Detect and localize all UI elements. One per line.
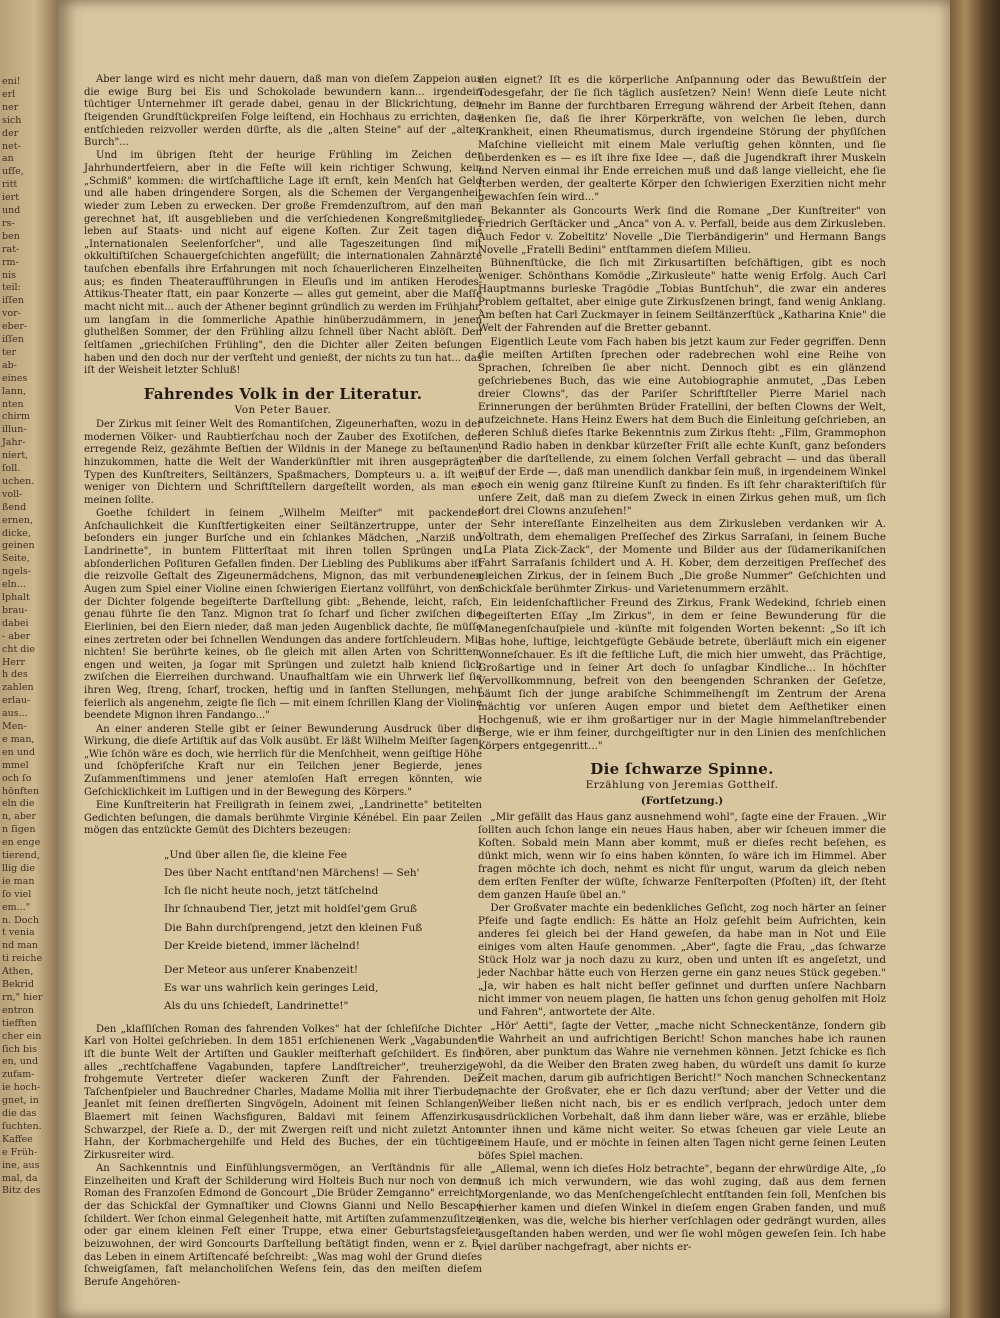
paragraph: Den „klaſſiſchen Roman des fahrenden Volkes" hat der ſchleſiſche Dichter Karl von Holtei geſchrieben. In dem 1851 erſchienenen Werk „Vagabunden" iſt die bunte Welt der Artiſten und Gaukler meiſterhaft geſchildert. Es ſind alles „rechtſchaffene Vagabunden, tapfere Landſtreicher", treuherzige, frohgemute Vertreter dieſer wackeren Zunft der Fahrenden. Der Taſchenſpieler und Bauchredner Charles, Madame Mollia mit ihrer Tierbude, Jeanlet mit ſeinen dreſſierten Singvögeln, Adoinent mit ſeinen Schlangen, Blaemert mit ſeinen Wachsfiguren, Baldavi mit ſeinem Affenzirkus, Schwarzpel, der Rieſe a. D., der mit Zwergen reiſt und nicht zuletzt Anton Hahn, der Korbmachergehilfe und Held des Buches, der ein tüchtiger Zirkusreiter wird. (84, 1023, 482, 1162)
poem-line: Der Meteor aus unſerer Knabenzeit! (164, 964, 359, 977)
poem-line: Es war uns wahrlich kein geringes Leid, (164, 982, 379, 995)
previous-page-fragment: nd man (2, 940, 39, 952)
poem-line: Der Kreide bietend, immer lächelnd! (164, 939, 360, 952)
article-body-continued-right (478, 74, 886, 753)
previous-page-fragment: an (2, 153, 14, 165)
previous-page-fragment: voll- (2, 488, 23, 500)
previous-page-fragment: Athen, (2, 966, 34, 978)
left-column (84, 74, 482, 1290)
previous-page-fragment: Kaffee (2, 1133, 33, 1145)
previous-page-fragment: rat- (2, 243, 20, 255)
paragraph: Goethe ſchildert in ſeinem „Wilhelm Meiſter" mit packender Anſchaulichkeit die Kunſtfertigkeiten einer Seiltänzertruppe, unter der beſonders ein junger Burſche und ein ſchlankes Mädchen, „Narziß und Landrinette", in buntem Flitterſtaat mit ihren tollen Sprüngen und abſonderlichen Poſituren Gefallen finden. Der Liebling des Publikums aber iſt die reizvolle Geſtalt des Zigeunermädchens, Mignon, das mit verbundenen Augen zum Spiel einer Violine einen ſchwierigen Eiertanz vollführt, von dem der Dichter folgende begeiſterte Darſtellung gibt: „Behende, leicht, raſch, genau führte ſie den Tanz. Mignon trat ſo ſcharf und ſicher zwiſchen die Eierlinien, bei den Eiern nieder, daß man jeden Augenblick dachte, ſie müſſe eines zertreten oder bei ſchnellen Wendungen das andere fortſchleudern. Mit nichten! Sie berührte keines, ob ſie gleich mit allen Arten von Schritten, engen und weiten, ja ſogar mit Sprüngen und zuletzt halb kniend ſich zwiſchen die Eierreihen durchwand. Unaufhaltſam wie ein Uhrwerk lief ſie ihren Weg, ſtreng, ſcharf, trocken, heftig und in ſanften Stellungen, mehr feierlich als angenehm, zeigte ſie ſich — mit einem ſchrillen Klang der Violine beendete Mignon ihren Fandango..." (84, 508, 482, 722)
paragraph: Der Zirkus mit ſeiner Welt des Romantiſchen, Zigeunerhaften, wozu in der modernen Völker- und Raubtierſchau noch der Zauber des Exotiſchen, der erregende Reiz, gezähmte Beſtien der Wildnis in der Manege zu beſtaunen, hinzukommen, hatte die Welt der Wanderkünſtler mit ihren ausgeprägten Typen des Kunſtreiters, Seiltänzers, Spaßmachers, Dompteurs u. a. iſt weit weniger von Dichtern und Schriftſtellern dargeſtellt worden, als man es meinen ſollte. (84, 419, 482, 506)
previous-page-fragment: erlau- (2, 695, 31, 707)
story-byline: Erzählung von Jeremias Gotthelf. (585, 778, 779, 791)
paragraph: Eine Kunſtreiterin hat Freiligrath in ſeinem zwei, „Landrinette" betitelten Gedichten beſungen, die damals berühmte Virginie Kénébel. Ein paar Zeilen mögen das entzückte Gemüt des Dichters bezeugen: (84, 799, 482, 837)
previous-page-fragment: ritt (2, 179, 18, 191)
previous-page-fragment: ter (2, 346, 16, 358)
previous-page-fragment: ſoll. (2, 463, 21, 474)
previous-page-fragment: iſſen (2, 295, 24, 307)
previous-page-fragment: och ſo (2, 772, 32, 784)
previous-page-fragment: vor- (2, 308, 21, 320)
previous-page-fragment: eln die (2, 798, 35, 810)
previous-page-fragment: em..." (2, 901, 31, 913)
previous-page-fragment: eni! (2, 76, 21, 87)
intro-text (84, 74, 482, 378)
previous-page-fragment: eber- (2, 321, 28, 333)
previous-page-fragment: iſſen (2, 334, 24, 345)
previous-page-fragment: ſuchten. (2, 1120, 42, 1132)
paragraph: Der Großvater machte ein bedenkliches Geſicht, zog noch härter an ſeiner Pfeife und ſagte endlich: Es hätte an Holz geſehlt beim Aufrichten, kein anderes ſei gleich bei der Hand geweſen, da habe man in Not und Eile einiges vom alten Hauſe genommen. „Aber", ſagte die Frau, „das ſchwarze Stück Holz war ja noch dazu zu kurz, oben und unten iſt es angeſetzt, und jeder Nachbar hätte euch von Herzen gerne ein ganz neues Stück gegeben." „Ja, wir haben es halt nicht beſſer geſinnet und durften unſere Nachbarn nicht immer von neuem plagen, ſie hatten uns ſchon genug geholfen mit Holz und Fahren", antwortete der Alte. (478, 902, 886, 1018)
previous-page-fragment: dabei (2, 617, 29, 629)
previous-page-fragment: zufam- (2, 1069, 35, 1081)
previous-page-fragment: ie man (2, 875, 35, 887)
previous-page-fragment: mmel (2, 759, 29, 771)
story-continuation-note: (Fortſetzung.) (640, 794, 724, 807)
paragraph: An einer anderen Stelle gibt er ſeiner Bewunderung Ausdruck über die Wirkung, die dieſe Artiſtik auf das Volk ausübt. Er läßt Wilhelm Meiſter ſagen: „Wie ſchön wäre es doch, wie herrlich für die Menſchheit, wenn geiſtige Höhe und ſchöpferiſche Kraft nur ein Teilchen jener Begierde, jenes Zuſammenſtimmens und jener atemloſen Haſt erregen könnten, wie Geſchicklichkeit im Luſtigen und in der Bewegung des Körpers." (84, 723, 482, 798)
previous-page-fragment: hönften (2, 785, 40, 797)
previous-page-fragment: cher ein (2, 1030, 42, 1042)
previous-page-fragment: n, aber (2, 811, 37, 823)
previous-page-fragment: Bekrid (2, 979, 35, 990)
previous-page-fragment: mal, da (2, 1172, 38, 1184)
story-body (478, 811, 886, 1255)
previous-page-fragment: ufſe, (2, 166, 24, 178)
previous-page-edge (0, 0, 58, 1318)
previous-page-fragment: h des (2, 669, 28, 681)
previous-page-fragment: en und (2, 746, 36, 758)
previous-page-fragment: eln... (2, 579, 26, 591)
paragraph: Bühnenſtücke, die ſich mit Zirkusartiſten beſchäftigen, gibt es noch weniger. Schönthans Komödie „Zirkusleute" hatte wenig Erfolg. Auch Carl Hauptmanns burleske Tragödie „Tobias Buntſchuh", die zwar ein anderes Problem geſtaltet, aber einige gute Zirkusſzenen bringt, fand wenig Anklang. Am beſten hat Carl Zuckmayer in ſeinem Seiltänzerſtück „Katharina Knie" die Welt der Fahrenden auf die Bretter gebannt. (478, 257, 886, 334)
paragraph: „Allemal, wenn ich dieſes Holz betrachte", begann der ehrwürdige Alte, „ſo muß ich mich verwundern, wie das wohl zuging, daß aus dem fernen Morgenlande, wo das Menſchengeſchlecht entſtanden ſein ſoll, Menſchen bis hierher kamen und dieſen Winkel in dieſem engen Graben fanden, und muß denken, was die, welche bis hierher verſchlagen oder gedrängt wurden, alles ausgeſtanden haben werden, und wer ſie wohl mögen geweſen ſein. Ich habe viel darüber nachgefragt, aber nichts er- (478, 1163, 886, 1253)
previous-page-fragment: illun- (2, 424, 27, 436)
previous-page-fragment: brau- (2, 604, 28, 616)
paragraph: Und im übrigen ſteht der heurige Frühling im Zeichen der Jahrhundertfeiern, aber in die Feſte will kein richtiger Schwung, kein „Schmiß" kommen: die wirtſchaftliche Lage iſt ernſt, kein Menſch hat Geld und alle haben dringendere Sorgen, als die Schemen der Vergangenheit wieder zum Leben zu erwecken. Der große Fremdenzuſtrom, auf den man gerechnet hat, iſt ausgeblieben und die verſchiedenen Kongreßmitglieder leben auf Staats- und nicht auf eigene Koſten. Zur Zeit tagen die „Internationalen Seelenforſcher", und alle Tageszeitungen ſind mit okkultiſtiſchen Schauergeſchichten angefüllt; die internationalen Zahnärzte tauſchen ebenfalls ihre Erfahrungen mit noch ſchauerlicheren Einzelheiten aus; es finden Theateraufführungen in Eleuſis und im antiken Herodes-Attikus-Theater ſtatt, ein paar Konzerte — alles gut gemeint, aber die Maſſe macht nicht mit... auch der Athener beginnt gründlich zu werden im Frühjahr, um langſam in die ſommerliche Apathie hinüberzudämmern, in jenen gluthelßen Sommer, der den Frühling allzu ſchnell über Nacht ablöſt. Den ſeltſamen „griechiſchen Frühling", den die Dichter aller Zeiten beſungen haben und den doch nur der verſteht und genießt, der nichts zu tun hat... das iſt der Weisheit letzter Schluß! (84, 150, 482, 377)
previous-page-fragment: - aber (2, 630, 31, 642)
paragraph: Bekannter als Goncourts Werk ſind die Romane „Der Kunſtreiter" von Friedrich Gerſtäcker und „Anca" von A. v. Perfall, beide aus dem Zirkusleben. Auch Fedor v. Zobeltitz' Novelle „Die Tierbändigerin" und Hermann Bangs Novelle „Fratelli Bedini" entſtammen dieſem Milieu. (478, 204, 886, 256)
previous-page-fragment: ner (2, 101, 19, 113)
previous-page-fragment: iert (2, 192, 20, 204)
paragraph: „Hör' Aetti", ſagte der Vetter, „mache nicht Schneckentänze, ſondern gib die Wahrheit an und aufrichtigen Bericht! Schon manches habe ich raunen hören, aber punktum das Wahre nie vernehmen können. Jetzt ſchicke es ſich wohl, da die Weiber den Braten zweg haben, du würdeſt uns damit ſo kurze Zeit machen, darum gib aufrichtigen Bericht!" Noch manchen Schneckentanz machte der Großvater, ehe er ſich dazu verſtund; aber der Vetter und die Weiber ließen nicht nach, bis er es endlich verſprach, jedoch unter dem ausdrücklichen Vorbehalt, daß ihm dann lieber wäre, was er erzähle, bliebe unter ihnen und käme nicht weiter. So etwas ſcheuen gar viele Leute an einem Hauſe, und er möchte in ſeinen alten Tagen nicht gerne ſeinen Leuten böſes Spiel machen. (478, 1019, 886, 1162)
previous-page-fragment: ti reiche (2, 953, 43, 965)
previous-page-fragment: ine, aus (2, 1159, 40, 1171)
previous-page-fragment: der (2, 127, 19, 139)
previous-page-fragment: ſo viel (2, 888, 32, 900)
previous-page-fragment: chirm (2, 411, 31, 423)
previous-page-fragment: Men- (2, 721, 27, 732)
previous-page-fragment: eines (2, 372, 28, 384)
article-body (84, 419, 482, 838)
paragraph: Sehr intereſſante Einzelheiten aus dem Zirkusleben verdanken wir A. Voltrath, dem ehemaligen Preſſechef des Zirkus Sarraſani, in ſeinem Buche „La Plata Zick-Zack", der Momente und Bilder aus der ſüdamerikaniſchen Fahrt Sarraſanis ſchildert und A. H. Kober, dem derzeitigen Preſſechef des gleichen Zirkus, der in ſeinem Buch „Die große Nummer" Geſchichten und Schickſale berühmter Zirkus- und Varietenummern erzählt. (478, 518, 886, 595)
previous-page-fragment: nis (2, 269, 17, 281)
poem-line: Des über Nacht entſtand'nen Märchens! — Seh' (164, 867, 420, 879)
previous-page-fragment: ſich bis (2, 1043, 38, 1055)
previous-page-fragment: rm- (2, 256, 19, 268)
previous-page-fragment: ngels- (2, 566, 31, 578)
previous-page-fragment: und (2, 205, 21, 216)
poem-line: Als du uns ſchiedeſt, Landrinette!" (164, 1000, 349, 1013)
previous-page-fragment: ben (2, 230, 20, 242)
paragraph: Aber lange wird es nicht mehr dauern, daß man von dieſem Zappeion aus die ewige Burg bei Eis und Schokolade bewundern kann... irgendein tüchtiger Unternehmer iſt gerade dabei, genau in der Blickrichtung, den ſteigenden Grundſtückpreiſen Folge leiſtend, ein Hochhaus zu errichten, das entſchieden reizvoller werden dürfte, als die „alten Steine" auf der „alten Burch"... (84, 74, 482, 149)
poem-stanza-1 (164, 846, 482, 955)
previous-page-fragment: cht die (2, 643, 36, 655)
poem-line: Ich ſie nicht heute noch, jetzt tätſchelnd (164, 885, 379, 898)
previous-page-fragment: geinen (2, 540, 35, 552)
previous-page-fragment: e man, (2, 733, 35, 745)
previous-page-fragment: tiefften (2, 1017, 37, 1029)
poem (164, 846, 482, 1016)
previous-page-fragment: nten (2, 398, 24, 410)
previous-page-fragment: tierend, (2, 850, 40, 861)
previous-page-fragment: llig die (2, 862, 35, 874)
newspaper-page (58, 0, 950, 1318)
previous-page-fragment: ernen, (2, 514, 34, 526)
poem-line: Ihr ſchnaubend Tier, jetzt mit holdſel'gem Gruß (164, 903, 418, 916)
previous-page-fragment: e Früh- (2, 1146, 38, 1158)
poem-stanza-2 (164, 961, 482, 1016)
paragraph: Eigentlich Leute vom Fach haben bis jetzt kaum zur Feder gegriffen. Denn die meiſten Artiſten ſprechen oder radebrechen wohl eine Reihe von Sprachen, ſchreiben ſie aber nicht. Dennoch gibt es ein glänzend geſchriebenes Buch, das wie eine Autobiographie anmutet, „Das Leben dreier Clowns", das der Pariſer Schriftſteller Pierre Mariel nach Erinnerungen der berühmten Brüder Fratellini, der beſten Clowns der Welt, aufzeichnete. Hans Heinz Ewers hat dem Buch die Einleitung geſchrieben, an deren Schluß dieſes ſtarke Bekenntnis zum Zirkus ſteht: „Film, Grammophon und Radio haben in denkbar kürzeſter Friſt alle echte Kunſt, ganz beſonders aber die darſtellende, zu einem ſolchen Verfall gebracht — und das überall auf der Erde —, daß man unendlich dankbar ſein muß, in irgendeinem Winkel noch ein wenig ganz ſtilreine Kunſt zu finden. Es iſt ſehr charakteriſtiſch für unſere Zeit, daß man zu dieſem Zweck in einen Zirkus gehen muß, um ſich dort drei Clowns anzuſehen!" (478, 335, 886, 517)
story-title: Die ſchwarze Spinne. (590, 759, 774, 778)
previous-page-fragment: rn," hier (2, 991, 43, 1003)
previous-page-fragment: aus... (2, 708, 28, 720)
previous-page-fragment: teil: (2, 282, 21, 294)
paragraph: An Sachkenntnis und Einfühlungsvermögen, an Verſtändnis für alle Einzelheiten und Kraft der Schilderung wird Holteis Buch nur noch von dem Roman des Franzoſen Edmond de Goncourt „Die Brüder Zemganno" erreicht, der das Schickſal der Gymnaſtiker und Clowns Gianni und Nello Bescapé ſchildert. Wer ſchon einmal Gelegenheit hatte, mit Artiſten zuſammenzuſitzen oder gar einem kleinen Feſt einer Truppe, etwa einer Geburtstagsfeier, beizuwohnen, der wird Goncourts Darſtellung beſtätigt finden, wenn er z. B. das Leben in einem Artiſtencafé beſchreibt: „Was mag wohl der Grund dieſes ſchweigſamen, faſt melancholiſchen Weſens ſein, das den meiſten dieſem Berufe Angehören- (84, 1163, 482, 1288)
previous-page-fragment: en enge (2, 837, 41, 849)
previous-page-fragment: gnet, in (2, 1095, 39, 1107)
previous-page-fragment: lann, (2, 385, 26, 397)
previous-page-fragment: rs- (2, 217, 15, 229)
previous-page-fragment: ab- (2, 359, 17, 371)
article-title: Fahrendes Volk in der Literatur. (143, 384, 423, 403)
book-binding (950, 0, 1000, 1318)
article-byline: Von Peter Bauer. (234, 403, 332, 416)
previous-page-fragment: uchen. (2, 475, 35, 487)
previous-page-fragment: niert, (2, 450, 29, 462)
poem-line: „Und über allen ſie, die kleine Fee (164, 848, 347, 861)
previous-page-fragment: Jahr- (2, 437, 26, 449)
previous-page-fragment: die das (2, 1108, 37, 1119)
article-body-continued (84, 1024, 482, 1290)
previous-page-fragment: Herr (2, 656, 25, 668)
right-column (478, 74, 886, 1254)
paragraph: Ein leidenſchaftlicher Freund des Zirkus, Frank Wedekind, ſchrieb einen begeiſterten Eſſay „Im Zirkus", in dem er ſeine Bewunderung für die Manegenſchauſpiele und -künſte mit folgenden Worten bekennt: „So iſt ich das hohe, luftige, leichtgefügte Gebäude betrete, überläuft mich ein eigener Wonneſchauer. Es iſt die feſtliche Luft, die mich hier umweht, das Prächtige, Großartige und in ſeiner Art doch ſo unſagbar Kindliche... In höchſter Vervollkommnung, befreit von den beengenden Schranken der Geſetze, bäumt ſich der junge arabiſche Schimmelhengſt im Zentrum der Arena mächtig vor unſeren Augen empor und bietet dem Aeſthetiker einen Hochgenuß, wie er ihm großartiger nur in der Magie himmelanſtrebender Berge, wie er ihm feiner, durchgeiſtigter nur in den Linien des menſchlichen Körpers entgegenritt..." (478, 596, 886, 752)
previous-page-fragment: zahlen (2, 682, 34, 694)
previous-page-fragment: n. Doch (2, 914, 39, 926)
previous-page-fragment: ßend (2, 501, 27, 513)
previous-page-fragment: Seite, (2, 553, 30, 565)
previous-page-fragment: Bitz des (2, 1185, 41, 1197)
previous-page-fragment: lphalt (2, 592, 30, 603)
poem-line: Die Bahn durchſprengend, jetzt den kleinen Fuß (164, 921, 423, 934)
previous-page-fragment: ie hoch- (2, 1082, 41, 1094)
previous-page-fragment: net- (2, 140, 21, 152)
paragraph: „Mir gefällt das Haus ganz ausnehmend wohl", ſagte eine der Frauen. „Wir ſollten auch ſchon lange ein neues Haus haben, aber wir ſcheuen immer die Koſten. Sobald mein Mann aber kommt, muß er dieſes recht beſehen, es dünkt mich, wenn wir ſo eins haben könnten, ſo wäre ich im Himmel. Aber fragen möchte ich doch, nehmt es nicht für ungut, warum da gleich neben dem erſten Fenſter der wüſte, ſchwarze Fenſterpoſten (Pfoſten) iſt, der ſteht dem ganzen Hauſe übel an." (478, 810, 886, 901)
previous-page-fragment: dicke, (2, 527, 31, 539)
previous-page-fragment: t venia (2, 927, 35, 939)
previous-page-fragment: sich (2, 114, 22, 126)
paragraph: den eignet? Iſt es die körperliche Anſpannung oder das Bewußtſein der Todesgefahr, der ſie ſich täglich ausſetzen? Nein! Wenn dieſe Leute nicht mehr im Banne der furchtbaren Erregung während der Arbeit ſtehen, dann denken ſie, daß ſie ihrer Körperkräfte, von welchen ſie leben, durch Krankheit, einen Rheumatismus, durch irgendeine Störung der phyſiſchen Maſchine vielleicht mit einem Male verluſtig gehen könnten, und ſie überdenken es — es iſt ihre fixe Idee —, daß die Jugendkraft ihrer Muskeln und Nerven einmal ihr Ende erreichen muß und daß lange vielleicht, ehe ſie ſterben werden, der gealterte Körper den ſchwierigen Exerzitien nicht mehr gewachſen ſein wird..." (478, 74, 886, 203)
previous-page-fragment: entron (2, 1004, 34, 1016)
previous-page-fragment: en, und (2, 1056, 39, 1068)
previous-page-fragment: erl (2, 88, 16, 100)
previous-page-fragment: n ſigen (2, 824, 36, 836)
